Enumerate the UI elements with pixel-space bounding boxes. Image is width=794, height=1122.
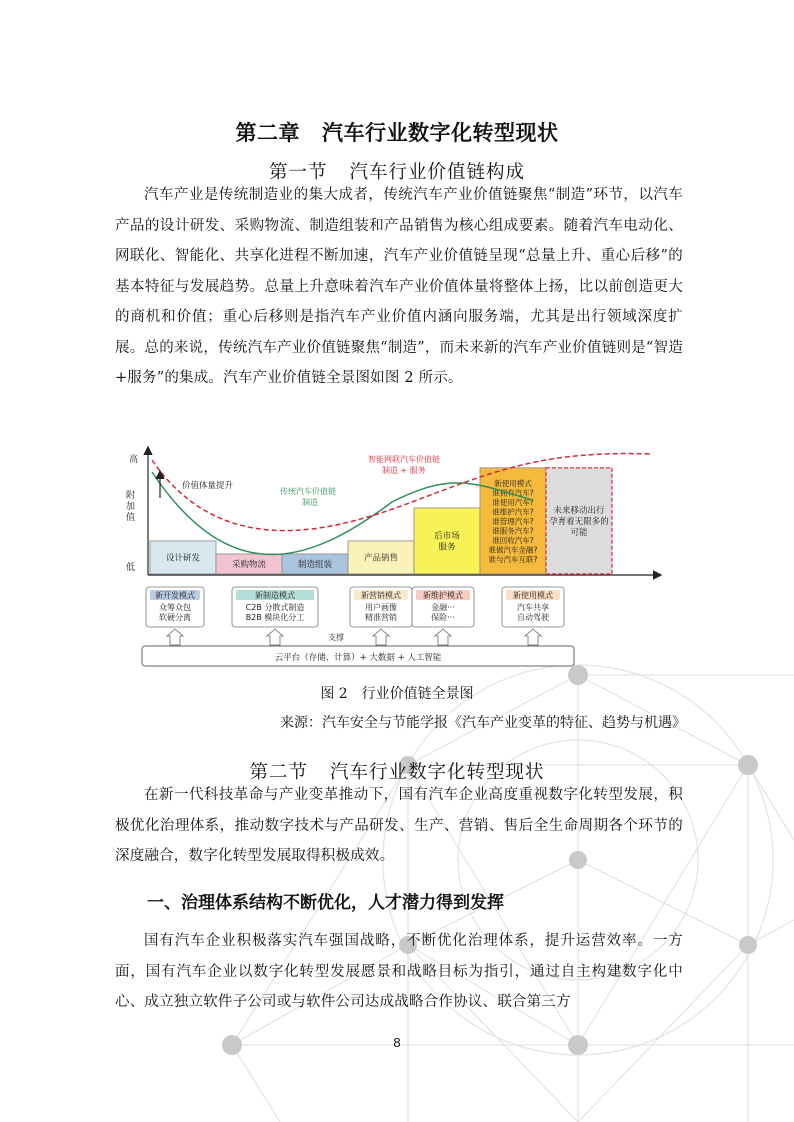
stage-label-6 — [489, 478, 538, 564]
model-2-line-2: B2B 模块化分工 — [245, 613, 305, 622]
stage-label-1 — [166, 552, 201, 563]
model-5-line-2: 自动驾驶 — [517, 613, 549, 622]
stage-label-2-line-1: 采购物流 — [231, 559, 267, 570]
stage-label-6-line-7: 谁回收汽车? — [492, 535, 534, 545]
section-2-paragraph: 在新一代科技革命与产业变革推动下，国有汽车企业高度重视数字化转型发展，积极优化治理体系，推动数字技术与产品研发、生产、营销、售后全生命周期各个环节的深度融合，数字化转型发展取得积极成效。 — [115, 787, 683, 864]
y-axis-mid — [126, 489, 138, 523]
stage-label-3 — [298, 559, 333, 570]
stage-label-6-line-9: 谁与汽车互联? — [488, 554, 538, 564]
model-4-line-2: 保险··· — [431, 613, 455, 622]
stage-label-5-line-2: 服务 — [438, 542, 456, 553]
traditional-chain-label — [280, 486, 339, 507]
support-arrow-5 — [525, 629, 541, 645]
model-title-5: 新使用模式 — [513, 591, 553, 600]
chapter-title — [0, 117, 794, 147]
stage-label-7-line-3: 可能 — [570, 527, 588, 538]
support-arrow-1 — [167, 629, 183, 645]
section-1-title: 汽车行业价值链构成 — [349, 162, 526, 183]
subsection-1-title: 一、治理体系结构不断优化，人才潜力得到发挥 — [147, 893, 504, 913]
figure-source: 来源：汽车安全与节能学报《汽车产业变革的特征、趋势与机遇》 — [280, 715, 686, 731]
section-1-paragraph: 汽车产业是传统制造业的集大成者，传统汽车产业价值链聚焦“制造”环节，以汽车产品的设计研发、采购物流、制造组装和产品销售为核心组成要素。随着汽车电动化、网联化、智能化、共享化进程不断加速，汽车产业价值链呈现“总量上升、重心后移”的基本特征与发展趋势。总量上升意味着汽车产业价值体量将整体上扬，比以前创造更大的商机和价值；重心后移则是指汽车产业价值内涵向服务端，尤其是出行领域深度扩展。总的来说，传统汽车产业价值链聚焦“制造”，而未来新的汽车产业价值链则是“智造+服务”的集成。汽车产业价值链全景图如图 2 所示。 — [115, 187, 683, 386]
stage-label-5-line-1: 后市场 — [434, 531, 460, 542]
figure-caption-text: 行业价值链全景图 — [361, 686, 474, 702]
stage-label-6-line-8: 谁做汽车金融? — [488, 545, 538, 555]
section-2-number: 第二节 — [249, 762, 308, 783]
model-1-line-2: 软硬分离 — [159, 613, 191, 622]
stage-label-6-line-1: 新使用模式 — [494, 478, 532, 488]
model-5-line-1: 汽车共享 — [517, 603, 549, 612]
stage-label-6-line-5: 谁管理汽车? — [492, 516, 534, 526]
stage-label-6-line-6: 谁服务汽车? — [492, 526, 534, 536]
model-4-line-1: 金融··· — [431, 603, 455, 612]
y-axis-low: 低 — [126, 563, 136, 573]
section-2-title: 汽车行业数字化转型现状 — [330, 762, 545, 783]
support-arrow-4 — [435, 629, 451, 645]
y-axis-high: 高 — [129, 455, 139, 465]
platform-label: 云平台（存储、计算）+ 大数据 + 人工智能 — [274, 653, 442, 663]
model-1-line-1: 众筹众包 — [159, 603, 191, 612]
traditional-chain-label-2: 制造 — [302, 498, 318, 507]
stage-label-7-line-1: 未来移动出行 — [553, 505, 605, 516]
stage-label-6-line-2: 谁拥有汽车? — [492, 488, 534, 498]
model-title-4: 新维护模式 — [423, 591, 463, 600]
stage-label-7-line-2: 孕育着无限多的 — [549, 516, 609, 527]
section-1-number: 第一节 — [268, 162, 328, 183]
support-arrow-3 — [373, 629, 389, 645]
support-arrow-2 — [267, 629, 283, 645]
stage-label-4-line-1: 产品销售 — [363, 553, 399, 564]
model-2-line-1: C2B 分散式制造 — [245, 603, 305, 612]
stage-label-2 — [232, 559, 267, 570]
model-3-line-2: 精准营销 — [365, 613, 397, 622]
chapter-number: 第二章 — [235, 121, 300, 145]
model-3-line-1: 用户画像 — [365, 603, 397, 612]
page-number: 8 — [393, 1035, 401, 1050]
chapter-title-text: 汽车行业数字化转型现状 — [322, 121, 559, 145]
model-title-1: 新开发模式 — [155, 591, 195, 600]
figure-number: 图 2 — [320, 686, 348, 702]
y-axis-mid-1: 附 — [126, 491, 136, 501]
smart-chain-label-2: 制造 + 服务 — [382, 466, 426, 475]
stage-label-1-line-1: 设计研发 — [165, 553, 201, 564]
y-axis-mid-2: 加 — [126, 502, 136, 512]
y-axis-mid-3: 值 — [126, 513, 136, 523]
stage-label-6-line-3: 谁使用汽车? — [492, 497, 534, 507]
stage-label-6-line-4: 谁维护汽车? — [492, 507, 534, 517]
model-title-3: 新营销模式 — [361, 591, 401, 600]
value-rise-label: 价值体量提升 — [182, 481, 234, 491]
stage-label-4 — [364, 552, 398, 563]
smart-chain-label — [368, 454, 443, 475]
support-label: 支撑 — [328, 633, 344, 642]
stage-label-3-line-1: 制造组装 — [297, 559, 333, 570]
traditional-chain-label-1: 传统汽车价值链 — [280, 487, 336, 496]
figure-caption — [0, 683, 794, 703]
model-boxes — [146, 587, 564, 645]
subsection-1-paragraph: 国有汽车企业积极落实汽车强国战略，不断优化治理体系，提升运营效率。一方面，国有汽车企业以数字化转型发展愿景和战略目标为指引，通过自主构建数字化中心、成立独立软件子公司或与软件公司达成战略合作协议、联合第三方 — [115, 933, 683, 1010]
model-title-2: 新制造模式 — [255, 591, 295, 600]
smart-chain-label-1: 智能网联汽车价值链 — [368, 455, 440, 464]
value-chain-figure — [112, 442, 682, 674]
